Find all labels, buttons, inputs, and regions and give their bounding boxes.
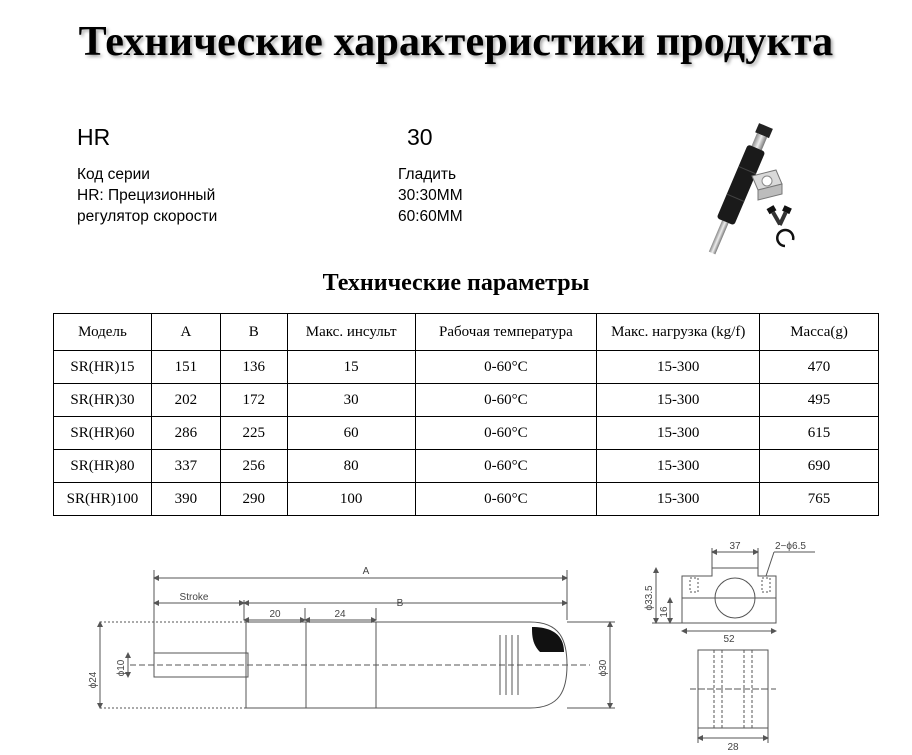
series-line-1: Код серии [77, 166, 150, 183]
cell-temperature: 0-60°C [415, 483, 597, 516]
cell-a: 337 [151, 450, 220, 483]
dim-a-label: A [362, 566, 370, 577]
cell-b: 172 [220, 384, 287, 417]
cell-load: 15-300 [597, 450, 760, 483]
cell-temperature: 0-60°C [415, 450, 597, 483]
cell-mass: 495 [760, 384, 879, 417]
cell-temperature: 0-60°C [415, 417, 597, 450]
cell-load: 15-300 [597, 384, 760, 417]
cell-a: 286 [151, 417, 220, 450]
dim-stroke-label: Stroke [179, 592, 209, 603]
series-line-3: регулятор скорости [77, 208, 218, 225]
series-line-2: HR: Прецизионный [77, 187, 216, 204]
stroke-line-2: 30:30MM [398, 187, 463, 204]
table-header-row [54, 314, 879, 351]
cell-stroke: 60 [287, 417, 415, 450]
cell-model: SR(HR)100 [54, 483, 152, 516]
dim-24-label: 24 [334, 609, 346, 620]
header-model: Модель [54, 314, 152, 351]
bracket-drawing [630, 538, 820, 755]
cell-b: 290 [220, 483, 287, 516]
cell-temperature: 0-60°C [415, 384, 597, 417]
end-cap [532, 627, 564, 652]
spec-table [53, 313, 879, 516]
cell-stroke: 80 [287, 450, 415, 483]
dim-28-label: 28 [727, 742, 739, 753]
cell-a: 390 [151, 483, 220, 516]
cell-mass: 765 [760, 483, 879, 516]
header-max-stroke: Макс. инсульт [287, 314, 415, 351]
section-subtitle: Технические параметры [322, 270, 590, 296]
bolt [776, 205, 792, 227]
cell-model: SR(HR)15 [54, 351, 152, 384]
cell-stroke: 15 [287, 351, 415, 384]
dia-24-label: ϕ24 [88, 671, 99, 689]
series-description [77, 164, 217, 227]
series-code: HR [77, 124, 111, 150]
stroke-code: 30 [407, 124, 433, 150]
mounting-block [752, 170, 782, 200]
header-max-load: Макс. нагрузка (kg/f) [597, 314, 760, 351]
cell-mass: 690 [760, 450, 879, 483]
cell-model: SR(HR)80 [54, 450, 152, 483]
table-row [54, 351, 879, 384]
cell-load: 15-300 [597, 417, 760, 450]
dia-10-label: ϕ10 [116, 659, 127, 677]
cell-load: 15-300 [597, 483, 760, 516]
dim-37-label: 37 [729, 541, 741, 552]
dim-b-label: B [396, 598, 404, 609]
cell-stroke: 30 [287, 384, 415, 417]
table-row [54, 450, 879, 483]
header-a: A [151, 314, 220, 351]
dim-33-5-label: ϕ33.5 [644, 585, 655, 611]
cell-b: 225 [220, 417, 287, 450]
header-mass: Масса(g) [760, 314, 879, 351]
page-title: Технические характеристики продукта [78, 19, 834, 65]
table-row [54, 417, 879, 450]
cell-b: 256 [220, 450, 287, 483]
cell-stroke: 100 [287, 483, 415, 516]
dia-30-label: ϕ30 [598, 659, 609, 677]
cell-mass: 615 [760, 417, 879, 450]
stroke-line-1: Гладить [398, 166, 457, 183]
stroke-description [398, 164, 463, 227]
cell-mass: 470 [760, 351, 879, 384]
cell-a: 151 [151, 351, 220, 384]
table-row [54, 384, 879, 417]
dim-52-label: 52 [723, 634, 735, 645]
cell-model: SR(HR)30 [54, 384, 152, 417]
cell-a: 202 [151, 384, 220, 417]
cell-model: SR(HR)60 [54, 417, 152, 450]
dim-holes-label: 2−ϕ6.5 [775, 541, 806, 552]
cell-load: 15-300 [597, 351, 760, 384]
table-row [54, 483, 879, 516]
product-photo [672, 118, 802, 268]
cell-b: 136 [220, 351, 287, 384]
dim-16-label: 16 [659, 606, 670, 618]
dim-20-label: 20 [269, 609, 281, 620]
damper-drawing [70, 540, 630, 750]
header-b: B [220, 314, 287, 351]
stroke-line-3: 60:60MM [398, 208, 463, 225]
cell-temperature: 0-60°C [415, 351, 597, 384]
header-temperature: Рабочая температура [415, 314, 597, 351]
retaining-ring [777, 230, 793, 246]
